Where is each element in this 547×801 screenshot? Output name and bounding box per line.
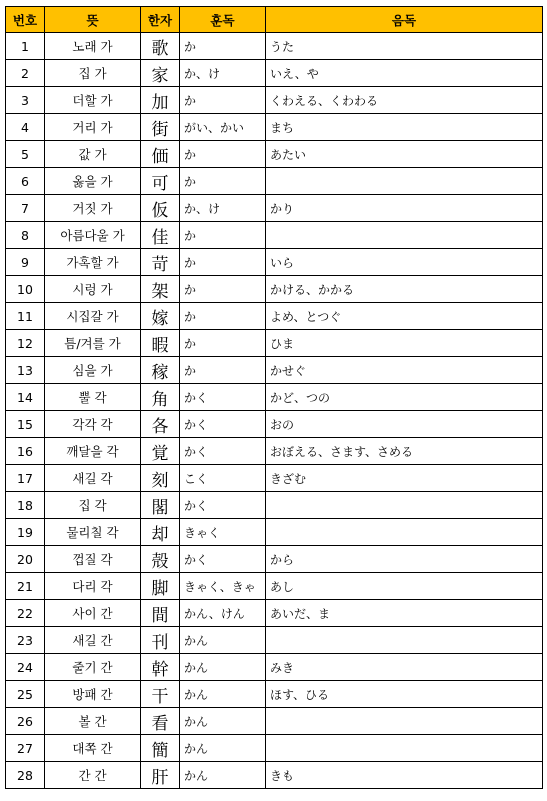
row-meaning: 시집갈 가	[45, 303, 141, 330]
table-row	[6, 519, 543, 546]
row-meaning: 사이 간	[45, 600, 141, 627]
row-on-reading: かける、かかる	[266, 276, 543, 303]
row-meaning: 심을 가	[45, 357, 141, 384]
row-kanji: 嫁	[141, 303, 180, 330]
table-row	[6, 492, 543, 519]
row-on-reading: ひま	[266, 330, 543, 357]
row-on-reading: おぼえる、さます、さめる	[266, 438, 543, 465]
row-kanji: 刊	[141, 627, 180, 654]
row-kanji: 各	[141, 411, 180, 438]
table-row	[6, 222, 543, 249]
table-row	[6, 546, 543, 573]
row-kanji: 間	[141, 600, 180, 627]
row-meaning: 집 각	[45, 492, 141, 519]
row-number: 19	[6, 519, 45, 546]
row-number: 11	[6, 303, 45, 330]
row-on-reading: あし	[266, 573, 543, 600]
row-meaning: 볼 간	[45, 708, 141, 735]
row-on-reading: かせぐ	[266, 357, 543, 384]
table-row	[6, 249, 543, 276]
row-kanji: 却	[141, 519, 180, 546]
table-row	[6, 627, 543, 654]
row-kanji: 佳	[141, 222, 180, 249]
row-kun-reading: か	[180, 357, 266, 384]
row-meaning: 노래 가	[45, 33, 141, 60]
row-on-reading: おの	[266, 411, 543, 438]
row-on-reading: いえ、や	[266, 60, 543, 87]
row-meaning: 간 간	[45, 762, 141, 789]
row-number: 8	[6, 222, 45, 249]
table-row	[6, 438, 543, 465]
row-number: 4	[6, 114, 45, 141]
row-kun-reading: か、け	[180, 195, 266, 222]
row-on-reading	[266, 168, 543, 195]
row-number: 24	[6, 654, 45, 681]
row-kun-reading: かく	[180, 438, 266, 465]
row-kanji: 価	[141, 141, 180, 168]
row-on-reading: あいだ、ま	[266, 600, 543, 627]
row-on-reading: かど、つの	[266, 384, 543, 411]
row-meaning: 거짓 가	[45, 195, 141, 222]
table-row	[6, 762, 543, 789]
table-row	[6, 33, 543, 60]
row-kun-reading: かん、けん	[180, 600, 266, 627]
row-kanji: 暇	[141, 330, 180, 357]
table-body	[6, 33, 543, 789]
row-meaning: 시렁 가	[45, 276, 141, 303]
row-kun-reading: か	[180, 249, 266, 276]
row-kun-reading: きゃく、きゃ	[180, 573, 266, 600]
row-number: 20	[6, 546, 45, 573]
kanji-vocabulary-table	[5, 6, 543, 789]
table-row	[6, 600, 543, 627]
row-on-reading: ほす、ひる	[266, 681, 543, 708]
row-kun-reading: か	[180, 87, 266, 114]
header-number: 번호	[6, 7, 45, 33]
row-kanji: 苛	[141, 249, 180, 276]
row-number: 28	[6, 762, 45, 789]
row-on-reading: かり	[266, 195, 543, 222]
row-on-reading	[266, 627, 543, 654]
table-row	[6, 384, 543, 411]
table-row	[6, 735, 543, 762]
table-row	[6, 114, 543, 141]
row-meaning: 각각 각	[45, 411, 141, 438]
row-on-reading: くわえる、くわわる	[266, 87, 543, 114]
row-kanji: 街	[141, 114, 180, 141]
row-kanji: 閣	[141, 492, 180, 519]
row-number: 2	[6, 60, 45, 87]
row-number: 12	[6, 330, 45, 357]
row-meaning: 가혹할 가	[45, 249, 141, 276]
table-row	[6, 681, 543, 708]
row-meaning: 줄기 간	[45, 654, 141, 681]
row-on-reading: あたい	[266, 141, 543, 168]
row-kun-reading: か	[180, 168, 266, 195]
row-number: 27	[6, 735, 45, 762]
table-row	[6, 141, 543, 168]
table-row	[6, 60, 543, 87]
row-kun-reading: かく	[180, 546, 266, 573]
row-kun-reading: か	[180, 222, 266, 249]
row-meaning: 더할 가	[45, 87, 141, 114]
table-row	[6, 411, 543, 438]
row-number: 16	[6, 438, 45, 465]
row-meaning: 새길 간	[45, 627, 141, 654]
row-kanji: 簡	[141, 735, 180, 762]
row-kun-reading: かん	[180, 654, 266, 681]
table-row	[6, 87, 543, 114]
table-row	[6, 195, 543, 222]
table-row	[6, 330, 543, 357]
row-kun-reading: かく	[180, 384, 266, 411]
row-kanji: 看	[141, 708, 180, 735]
row-number: 21	[6, 573, 45, 600]
row-number: 22	[6, 600, 45, 627]
row-kanji: 幹	[141, 654, 180, 681]
row-kun-reading: かん	[180, 762, 266, 789]
row-kanji: 肝	[141, 762, 180, 789]
row-number: 15	[6, 411, 45, 438]
row-meaning: 물리칠 각	[45, 519, 141, 546]
row-kun-reading: こく	[180, 465, 266, 492]
row-kanji: 加	[141, 87, 180, 114]
row-kanji: 歌	[141, 33, 180, 60]
table-row	[6, 654, 543, 681]
row-kun-reading: か	[180, 141, 266, 168]
row-on-reading: まち	[266, 114, 543, 141]
row-number: 25	[6, 681, 45, 708]
row-meaning: 값 가	[45, 141, 141, 168]
row-on-reading: うた	[266, 33, 543, 60]
row-number: 5	[6, 141, 45, 168]
row-number: 7	[6, 195, 45, 222]
row-kun-reading: かん	[180, 708, 266, 735]
row-kanji: 家	[141, 60, 180, 87]
row-meaning: 아름다울 가	[45, 222, 141, 249]
row-number: 9	[6, 249, 45, 276]
row-on-reading: いら	[266, 249, 543, 276]
row-number: 17	[6, 465, 45, 492]
row-kun-reading: かく	[180, 411, 266, 438]
table-row	[6, 276, 543, 303]
table-row	[6, 708, 543, 735]
table-row	[6, 357, 543, 384]
header-on-reading: 음독	[266, 7, 543, 33]
row-meaning: 껍질 각	[45, 546, 141, 573]
row-number: 13	[6, 357, 45, 384]
row-on-reading: みき	[266, 654, 543, 681]
row-on-reading	[266, 222, 543, 249]
row-kun-reading: きゃく	[180, 519, 266, 546]
row-kun-reading: か	[180, 303, 266, 330]
header-row	[6, 7, 543, 33]
row-on-reading: きざむ	[266, 465, 543, 492]
row-kanji: 干	[141, 681, 180, 708]
row-kanji: 覚	[141, 438, 180, 465]
row-number: 6	[6, 168, 45, 195]
row-on-reading: から	[266, 546, 543, 573]
row-kun-reading: か	[180, 276, 266, 303]
row-kanji: 刻	[141, 465, 180, 492]
row-kanji: 殻	[141, 546, 180, 573]
row-meaning: 대쪽 간	[45, 735, 141, 762]
row-kanji: 架	[141, 276, 180, 303]
row-on-reading	[266, 519, 543, 546]
row-meaning: 방패 간	[45, 681, 141, 708]
row-meaning: 거리 가	[45, 114, 141, 141]
row-kun-reading: か	[180, 33, 266, 60]
table-row	[6, 573, 543, 600]
row-number: 14	[6, 384, 45, 411]
row-on-reading: よめ、とつぐ	[266, 303, 543, 330]
row-kun-reading: かん	[180, 627, 266, 654]
row-number: 18	[6, 492, 45, 519]
row-number: 3	[6, 87, 45, 114]
row-meaning: 깨달을 각	[45, 438, 141, 465]
row-kanji: 角	[141, 384, 180, 411]
row-kanji: 可	[141, 168, 180, 195]
header-kanji: 한자	[141, 7, 180, 33]
row-meaning: 뿔 각	[45, 384, 141, 411]
row-kun-reading: か、け	[180, 60, 266, 87]
row-kun-reading: か	[180, 330, 266, 357]
row-meaning: 집 가	[45, 60, 141, 87]
row-meaning: 틈/겨를 가	[45, 330, 141, 357]
row-on-reading	[266, 735, 543, 762]
row-meaning: 옳을 가	[45, 168, 141, 195]
header-kun-reading: 훈독	[180, 7, 266, 33]
row-kun-reading: かん	[180, 681, 266, 708]
row-kanji: 仮	[141, 195, 180, 222]
row-kanji: 脚	[141, 573, 180, 600]
table-row	[6, 465, 543, 492]
row-on-reading	[266, 708, 543, 735]
row-number: 10	[6, 276, 45, 303]
row-kun-reading: かん	[180, 735, 266, 762]
row-on-reading	[266, 492, 543, 519]
table-row	[6, 168, 543, 195]
row-kun-reading: かく	[180, 492, 266, 519]
row-meaning: 다리 각	[45, 573, 141, 600]
table-row	[6, 303, 543, 330]
row-number: 1	[6, 33, 45, 60]
row-meaning: 새길 각	[45, 465, 141, 492]
row-kanji: 稼	[141, 357, 180, 384]
row-number: 26	[6, 708, 45, 735]
header-meaning: 뜻	[45, 7, 141, 33]
row-kun-reading: がい、かい	[180, 114, 266, 141]
row-on-reading: きも	[266, 762, 543, 789]
row-number: 23	[6, 627, 45, 654]
